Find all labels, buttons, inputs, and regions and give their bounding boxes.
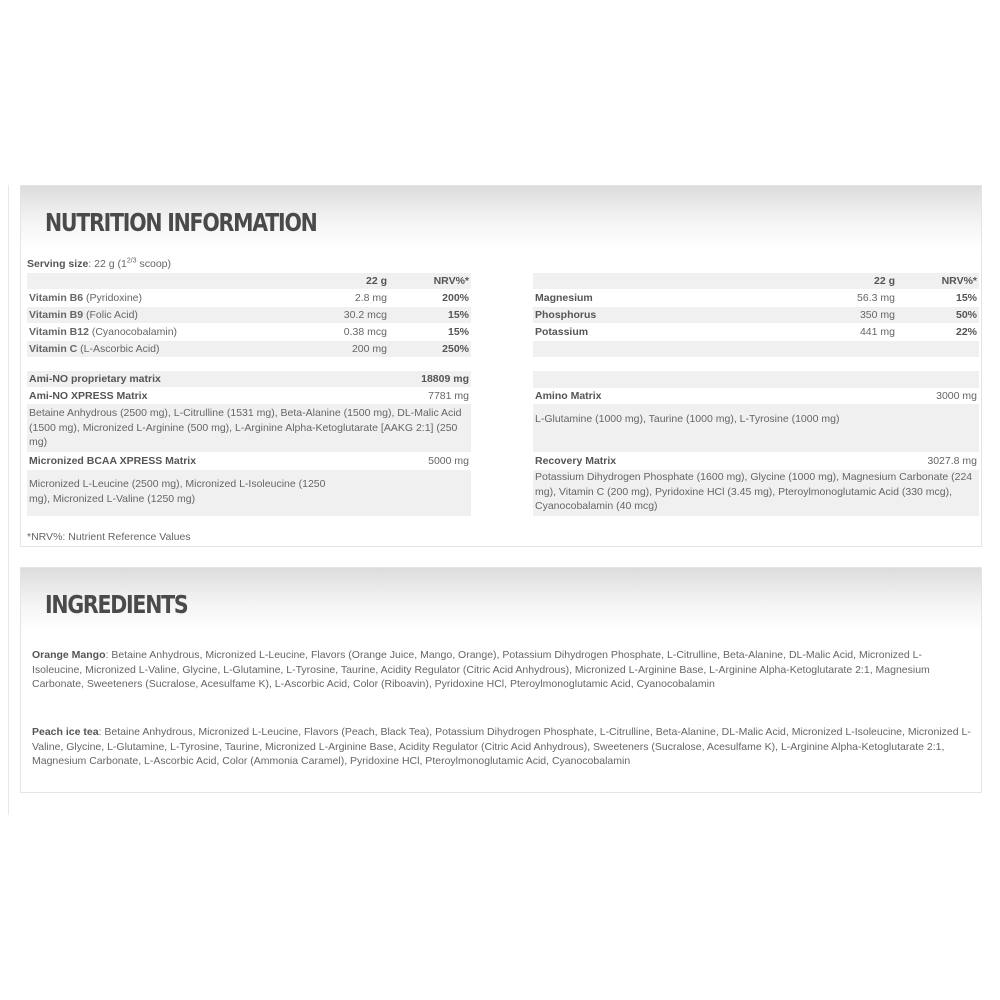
recovery-row: Recovery Matrix 3027.8 mg — [535, 455, 977, 467]
ingredients-header — [21, 568, 981, 632]
table-row: Vitamin C (L-Ascorbic Acid) 200 mg 250% — [29, 343, 469, 355]
flavor-orange-mango: Orange Mango: Betaine Anhydrous, Micronized L-Leucine, Flavors (Orange Juice, Mango, Orange), Potassium Dihydrogen Phosphate, L-Citrulline, Beta-Alanine, DL-Malic Acid, Micronized L-Isoleucine, Micronized L-Valine, Glycine, L-Glutamine, L-Tyrosine, Taurine, Acidity Regulator (Citric Acid Anhydrous), Micronized L-Arginine Base, L-Arginine Alpha-Ketoglutarate 2:1, Magnesium Carbonate, Sweeteners (Sucralose, Acesulfame K), L-Ascorbic Acid, Color (Riboavin), Pyridoxine HCl, Pteroylmonoglutamic Acid, Cyanocobalamin — [32, 649, 930, 690]
xpress-desc-bg — [27, 404, 471, 452]
recovery-desc-bg — [533, 470, 979, 516]
bcaa-row: Micronized BCAA XPRESS Matrix 5000 mg — [29, 455, 469, 467]
bcaa-desc-bg — [27, 470, 471, 516]
nutrition-header — [21, 186, 981, 250]
table-row: Magnesium 56.3 mg 15% — [535, 292, 977, 304]
nrv-footnote: *NRV%: Nutrient Reference Values — [27, 531, 191, 543]
flavor-peach-ice-tea: Peach ice tea: Betaine Anhydrous, Micronized L-Leucine, Flavors (Peach, Black Tea), Potassium Dihydrogen Phosphate, L-Citrulline, Beta-Alanine, DL-Malic Acid, Micronized L-Isoleucine, Micronized L-Valine, Glycine, L-Glutamine, L-Tyrosine, Taurine, Micronized L-Arginine Base, Acidity Regulator (Citric Acid Anhydrous), Sweeteners (Sucralose, Acesulfame K), L-Arginine Alpha-Ketoglutarate 2:1, Magnesium Carbonate, L-Ascorbic Acid, Color (Ammonia Caramel), Pyridoxine HCl, Pteroylmonoglutamic Acid, Cyanocobalamin — [32, 726, 971, 767]
nutrition-title: NUTRITION INFORMATION — [45, 208, 317, 237]
table-row: Phosphorus 350 mg 50% — [535, 309, 977, 321]
table-row: Vitamin B9 (Folic Acid) 30.2 mcg 15% — [29, 309, 469, 321]
xpress-desc: Betaine Anhydrous (2500 mg), L-Citrulline (1531 mg), Beta-Alanine (1500 mg), DL-Malic Acid (1500 mg), Micronized L-Arginine (500 mg), L-Arginine Alpha-Ketoglutarate [AAKG 2:1] (250 mg) — [29, 407, 462, 448]
ingredients-title: INGREDIENTS — [45, 590, 188, 619]
minerals-header-row: 22 g NRV%* — [533, 273, 979, 289]
amino-desc: L-Glutamine (1000 mg), Taurine (1000 mg), L-Tyrosine (1000 mg) — [535, 413, 840, 425]
table-row: Potassium 441 mg 22% — [535, 326, 977, 338]
right-blank-bar — [533, 371, 979, 388]
amino-row: Amino Matrix 3000 mg — [535, 390, 977, 402]
nutrition-panel — [20, 185, 982, 547]
serving-size: Serving size: 22 g ($1^{2/3}$ scoop) — [27, 257, 171, 270]
table-row: Vitamin B6 (Pyridoxine) 2.8 mg 200% — [29, 292, 469, 304]
table-row-empty — [533, 341, 979, 357]
proprietary-row: Ami-NO proprietary matrix 18809 mg — [29, 373, 469, 385]
xpress-row: Ami-NO XPRESS Matrix 7781 mg — [29, 390, 469, 402]
left-border-line — [8, 185, 9, 815]
bcaa-desc: Micronized L-Leucine (2500 mg), Micronized L-Isoleucine (1250 mg), Micronized L-Valine (1250 mg) — [29, 478, 326, 505]
ingredients-panel — [20, 567, 982, 793]
recovery-desc: Potassium Dihydrogen Phosphate (1600 mg), Glycine (1000 mg), Magnesium Carbonate (224 mg), Vitamin C (200 mg), Pyridoxine HCl (3.45 mg), Pteroylmonoglutamic Acid (330 mcg), Cyanocobalamin (40 mcg) — [535, 471, 973, 512]
vitamins-header-row: 22 g NRV%* — [27, 273, 471, 289]
amino-desc-bg — [533, 404, 979, 452]
table-row: Vitamin B12 (Cyanocobalamin) 0.38 mcg 15% — [29, 326, 469, 338]
